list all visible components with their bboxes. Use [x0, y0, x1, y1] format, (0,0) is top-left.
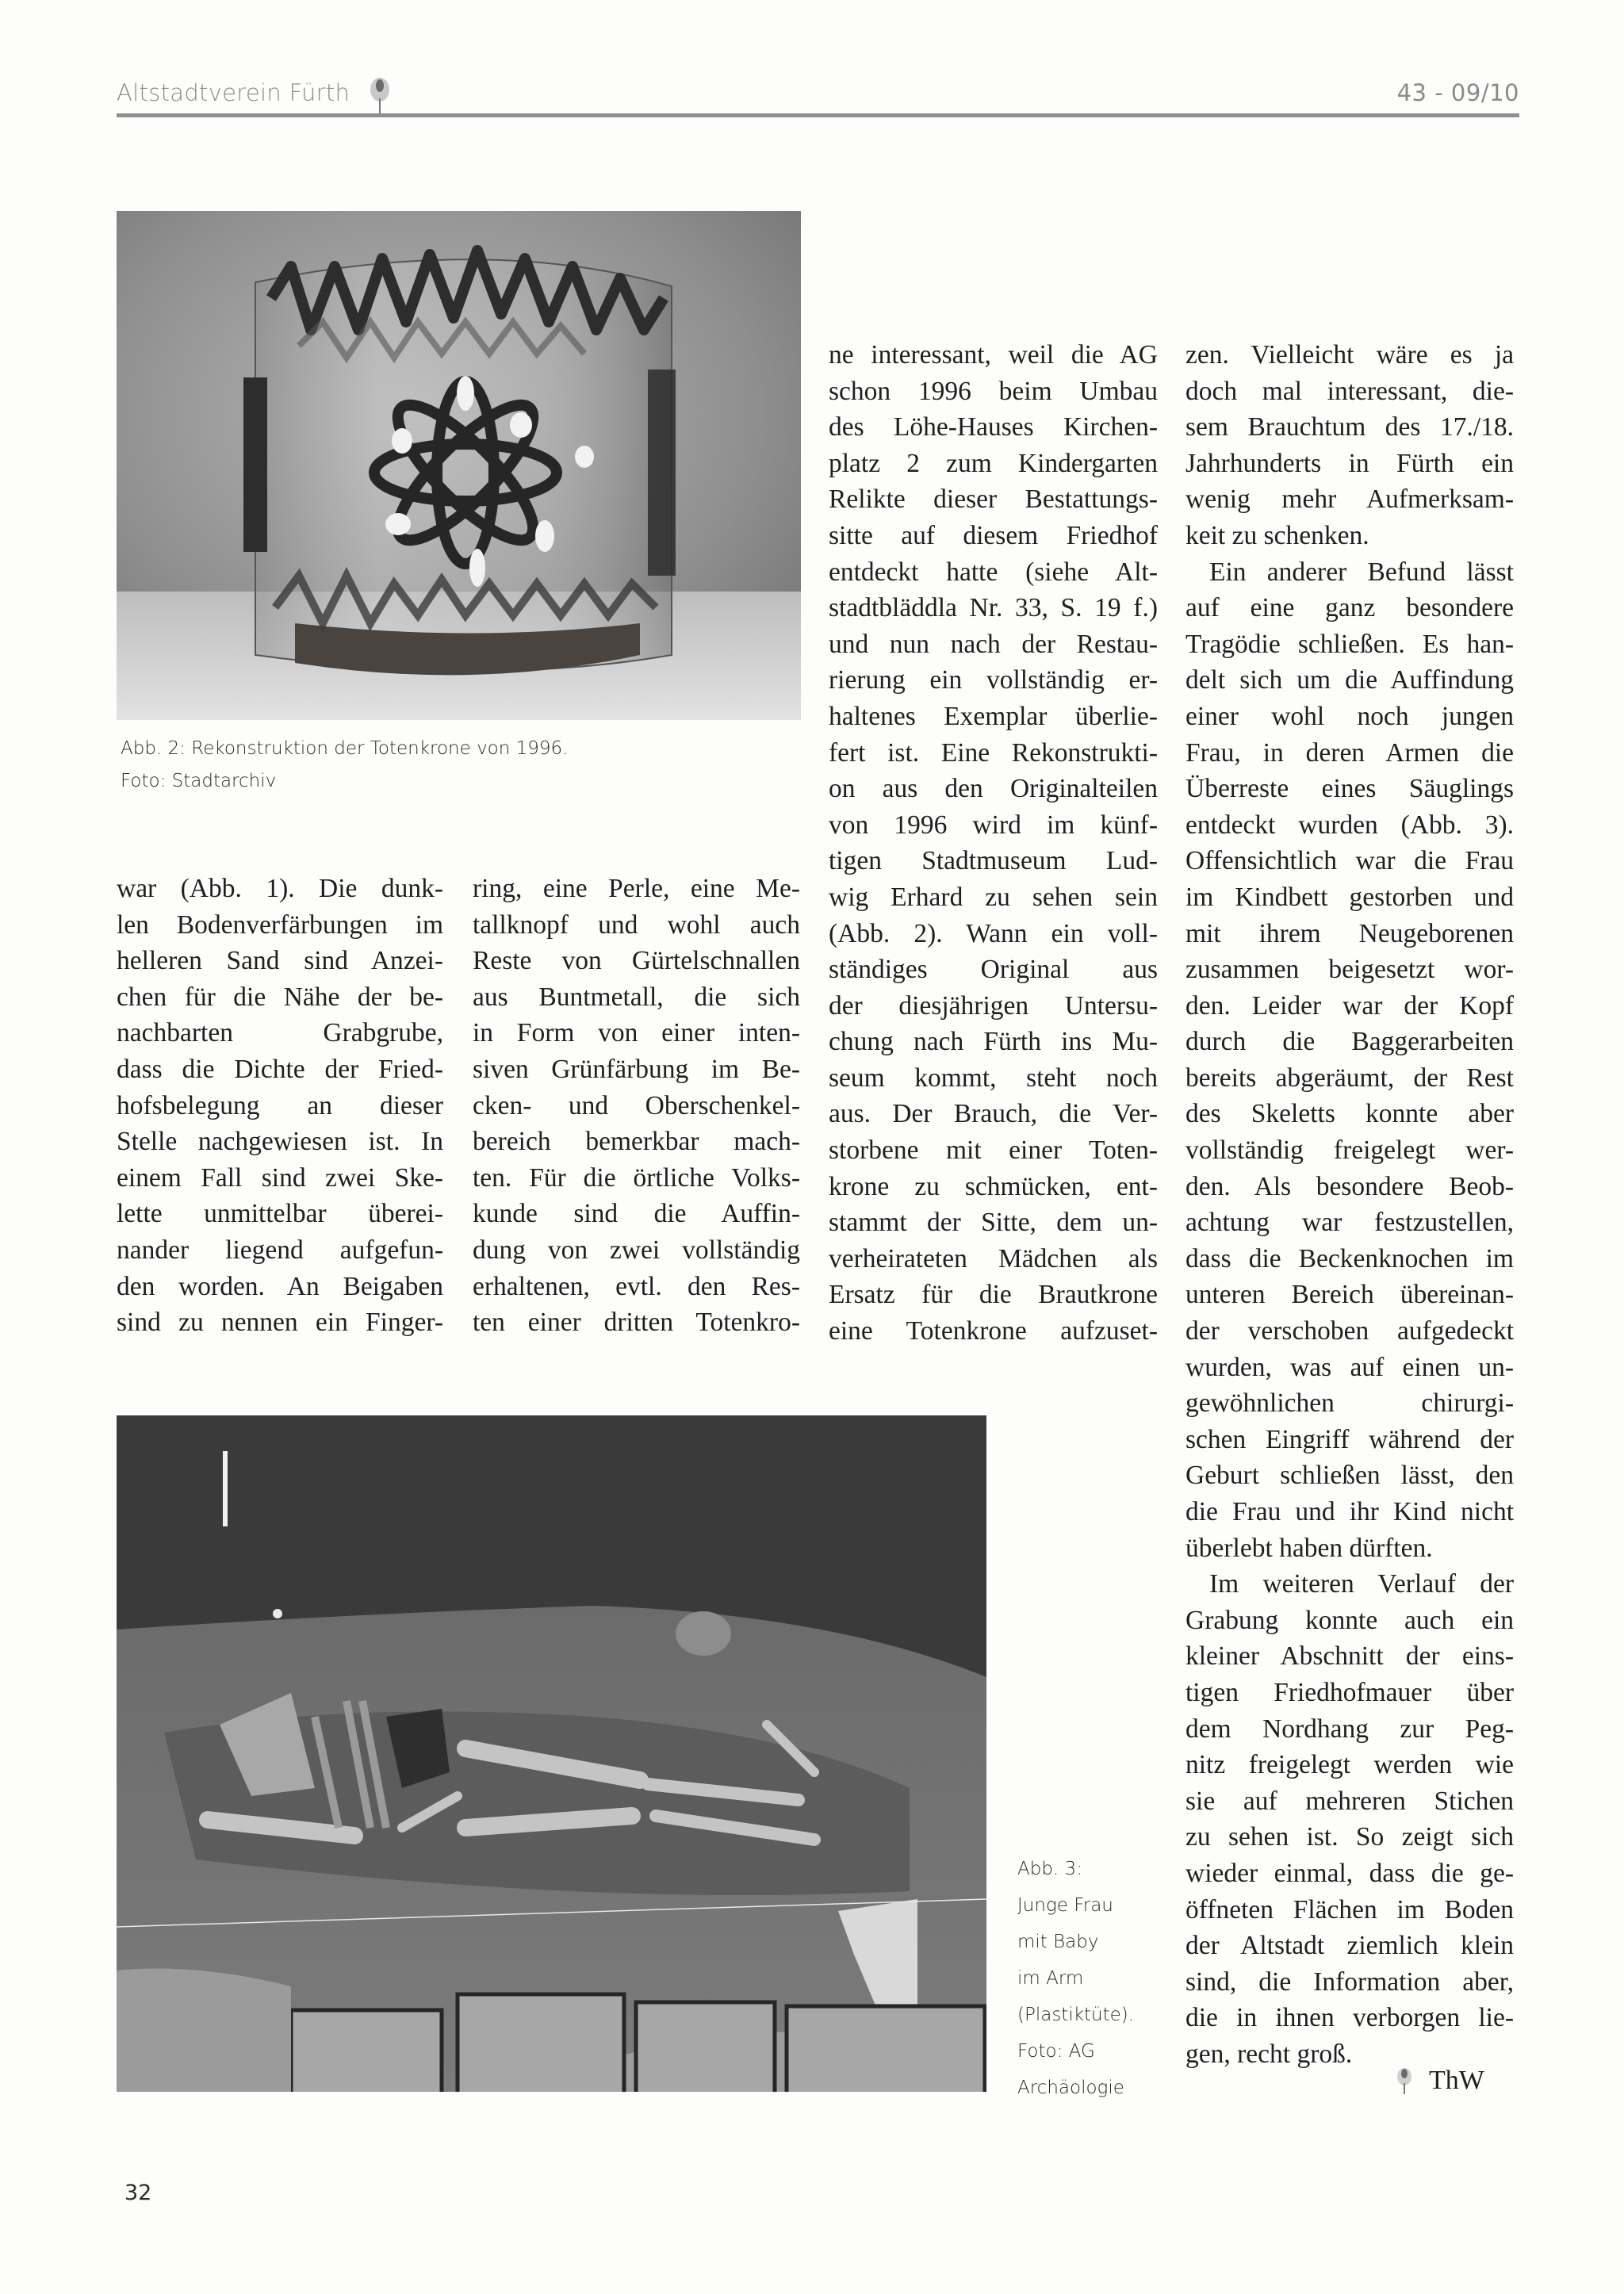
- text-line: (Abb. 2). Wann ein voll-: [829, 918, 1158, 948]
- text-line: ständiges Original aus: [829, 955, 1158, 985]
- text-line: len Bodenverfärbungen im: [117, 910, 443, 940]
- text-line: aus. Der Brauch, die Ver-: [829, 1099, 1158, 1129]
- text-line: einem Fall sind zwei Ske-: [117, 1162, 443, 1193]
- text-line: wieder einmal, dass die ge-: [1185, 1858, 1514, 1888]
- text-line: Tragödie schließen. Es han-: [1185, 629, 1514, 659]
- text-line: zu sehen ist. So zeigt sich: [1185, 1822, 1514, 1852]
- text-line: Ersatz für die Brautkrone: [829, 1280, 1158, 1310]
- text-line: doch mal interessant, die-: [1185, 376, 1514, 406]
- text-line: eine Totenkrone aufzuset-: [829, 1316, 1158, 1346]
- text-line: on aus den Originalteilen: [829, 774, 1158, 804]
- text-line: tallknopf und wohl auch: [473, 910, 800, 940]
- text-line: der diesjährigen Untersu-: [829, 990, 1158, 1021]
- text-line: achtung war festzustellen,: [1185, 1208, 1514, 1238]
- text-line: dass die Dichte der Fried-: [117, 1054, 443, 1084]
- text-line: hofsbelegung an dieser: [117, 1090, 443, 1120]
- text-line: stadtbläddla Nr. 33, S. 19 f.): [829, 593, 1158, 623]
- text-line: zen. Vielleicht wäre es ja: [1185, 340, 1514, 370]
- text-line: haltenes Exemplar überlie-: [829, 701, 1158, 731]
- text-line: kunde sind die Auffin-: [473, 1199, 800, 1229]
- text-column-4: [1185, 337, 1514, 2073]
- text-line: die Frau und ihr Kind nicht: [1185, 1497, 1514, 1526]
- text-line: der Altstadt ziemlich klein: [1185, 1931, 1514, 1961]
- text-line: wenig mehr Aufmerksam-: [1185, 484, 1514, 515]
- text-line: chung nach Fürth ins Mu-: [829, 1027, 1158, 1057]
- text-line: sind, die Information aber,: [1185, 1967, 1514, 1997]
- text-line: und nun nach der Restau-: [829, 629, 1158, 659]
- text-line: unteren Bereich übereinan-: [1185, 1280, 1514, 1310]
- text-line: dem Nordhang zur Peg-: [1185, 1714, 1514, 1744]
- text-line: überlebt haben dürften.: [1185, 1533, 1433, 1563]
- text-line: siven Grünfärbung im Be-: [473, 1054, 800, 1084]
- paragraph-start: Ein anderer Befund lässt: [1209, 557, 1514, 587]
- text-line: verheirateten Mädchen als: [829, 1243, 1158, 1273]
- text-line: die in ihnen verborgen lie-: [1185, 2003, 1514, 2033]
- text-line: seum kommt, steht noch: [829, 1063, 1158, 1093]
- text-line: schen Eingriff während der: [1185, 1424, 1514, 1454]
- text-line: Reste von Gürtelschnallen: [473, 946, 800, 976]
- text-line: sitte auf diesem Friedhof: [829, 520, 1158, 550]
- caption-line: Junge Frau: [1017, 1895, 1113, 1916]
- text-line: nachbarten Grabgrube,: [117, 1018, 443, 1048]
- text-line: sem Brauchtum des 17./18.: [1185, 412, 1514, 442]
- text-line: nander liegend aufgefun-: [117, 1235, 443, 1265]
- text-line: delt sich um die Auffindung: [1185, 665, 1514, 695]
- paragraph-start: Im weiteren Verlauf der: [1209, 1569, 1514, 1599]
- text-line: mit ihrem Neugeborenen: [1185, 918, 1514, 948]
- text-line: helleren Sand sind Anzei-: [117, 946, 443, 976]
- text-line: auf eine ganz besondere: [1185, 593, 1514, 623]
- text-line: dung von zwei vollständig: [473, 1235, 800, 1265]
- text-line: chen für die Nähe der be-: [117, 982, 443, 1012]
- text-line: tigen Friedhofmauer über: [1185, 1677, 1514, 1707]
- text-column-2: [473, 871, 800, 1341]
- text-line: zusammen beigesetzt wor-: [1185, 955, 1514, 985]
- text-line: Frau, in deren Armen die: [1185, 737, 1514, 768]
- text-line: platz 2 zum Kindergarten: [829, 448, 1158, 478]
- text-line: schon 1996 beim Umbau: [829, 376, 1158, 406]
- text-line: keit zu schenken.: [1185, 520, 1369, 550]
- text-line: Offensichtlich war die Frau: [1185, 846, 1514, 876]
- caption-line: Archäologie: [1017, 2078, 1124, 2098]
- text-line: entdeckt wurden (Abb. 3).: [1185, 810, 1514, 840]
- text-line: Geburt schließen lässt, den: [1185, 1461, 1514, 1491]
- text-line: rierung ein vollständig er-: [829, 665, 1158, 695]
- text-line: durch die Baggerarbeiten: [1185, 1027, 1514, 1057]
- text-line: Überreste eines Säuglings: [1185, 774, 1514, 804]
- text-line: dass die Beckenknochen im: [1185, 1243, 1514, 1273]
- text-line: aus Buntmetall, die sich: [473, 982, 800, 1012]
- text-line: Stelle nachgewiesen ist. In: [117, 1127, 443, 1157]
- text-line: den. Leider war der Kopf: [1185, 990, 1514, 1021]
- text-line: kleiner Abschnitt der eins-: [1185, 1641, 1514, 1672]
- text-column-1: [117, 871, 443, 1341]
- figure-totenkrone-photo: [117, 211, 801, 720]
- text-line: sind zu nennen ein Finger-: [117, 1308, 443, 1338]
- publication-name: Altstadtverein Fürth: [117, 79, 350, 106]
- text-line: wurden, was auf einen un-: [1185, 1352, 1514, 1382]
- figure-2-caption-credit: Foto: Stadtarchiv: [121, 771, 277, 791]
- text-line: wig Erhard zu sehen sein: [829, 882, 1158, 912]
- text-line: tigen Stadtmuseum Lud-: [829, 846, 1158, 876]
- text-line: krone zu schmücken, ent-: [829, 1171, 1158, 1201]
- text-line: Relikte dieser Bestattungs-: [829, 484, 1158, 515]
- text-line: des Löhe-Hauses Kirchen-: [829, 412, 1158, 442]
- caption-line: Foto: AG: [1017, 2041, 1095, 2062]
- caption-line: (Plastiktüte).: [1017, 2005, 1135, 2025]
- text-line: nitz freigelegt werden wie: [1185, 1750, 1514, 1780]
- text-line: storbene mit einer Toten-: [829, 1136, 1158, 1166]
- text-line: einer wohl noch jungen: [1185, 701, 1514, 731]
- text-line: lette unmittelbar überei-: [117, 1199, 443, 1229]
- text-line: im Kindbett gestorben und: [1185, 882, 1514, 912]
- text-line: des Skeletts konnte aber: [1185, 1099, 1514, 1129]
- text-line: bereich bemerkbar mach-: [473, 1127, 800, 1157]
- author-signature: [1396, 2066, 1484, 2096]
- text-line: der verschoben aufgedeckt: [1185, 1316, 1514, 1346]
- tree-leaf-icon: [1396, 2067, 1413, 2094]
- text-line: ten. Für die örtliche Volks-: [473, 1162, 800, 1193]
- text-line: erhaltenen, evtl. den Res-: [473, 1271, 800, 1301]
- text-line: bereits abgeräumt, der Rest: [1185, 1063, 1514, 1093]
- text-line: den. Als besondere Beob-: [1185, 1171, 1514, 1201]
- text-line: den worden. An Beigaben: [117, 1271, 443, 1301]
- text-line: war (Abb. 1). Die dunk-: [117, 874, 443, 903]
- header-rule: [117, 113, 1519, 117]
- text-line: gewöhnlichen chirurgi-: [1185, 1388, 1514, 1419]
- figure-2-caption: [121, 733, 802, 798]
- figure-2-caption-title: Abb. 2: Rekonstruktion der Totenkrone von 1996.: [121, 738, 569, 759]
- text-line: ring, eine Perle, eine Me-: [473, 874, 800, 903]
- text-line: in Form von einer inten-: [473, 1018, 800, 1048]
- text-line: gen, recht groß.: [1185, 2039, 1353, 2069]
- text-line: ten einer dritten Totenkro-: [473, 1308, 800, 1338]
- caption-line: im Arm: [1017, 1968, 1084, 1989]
- text-line: entdeckt hatte (siehe Alt-: [829, 557, 1158, 587]
- text-line: von 1996 wird im künf-: [829, 810, 1158, 840]
- text-line: sie auf mehreren Stichen: [1185, 1786, 1514, 1816]
- issue-number: 43 - 09/10: [1396, 79, 1519, 106]
- text-line: öffneten Flächen im Boden: [1185, 1894, 1514, 1924]
- text-line: Grabung konnte auch ein: [1185, 1605, 1514, 1635]
- figure-excavation-photo: [117, 1415, 986, 2092]
- text-line: vollständig freigelegt wer-: [1185, 1136, 1514, 1166]
- author-initials: ThW: [1429, 2066, 1484, 2095]
- text-line: fert ist. Eine Rekonstrukti-: [829, 737, 1158, 768]
- text-column-3: [829, 337, 1158, 1350]
- text-line: Jahrhunderts in Fürth ein: [1185, 448, 1514, 478]
- tree-leaf-icon: [368, 76, 392, 114]
- text-line: cken- und Oberschenkel-: [473, 1090, 800, 1120]
- figure-3-caption: [1017, 1851, 1176, 2106]
- caption-line: Abb. 3:: [1017, 1859, 1082, 1879]
- page-number: 32: [124, 2181, 152, 2205]
- caption-line: mit Baby: [1017, 1932, 1099, 1952]
- text-line: stammt der Sitte, dem un-: [829, 1208, 1158, 1238]
- text-line: ne interessant, weil die AG: [829, 340, 1158, 370]
